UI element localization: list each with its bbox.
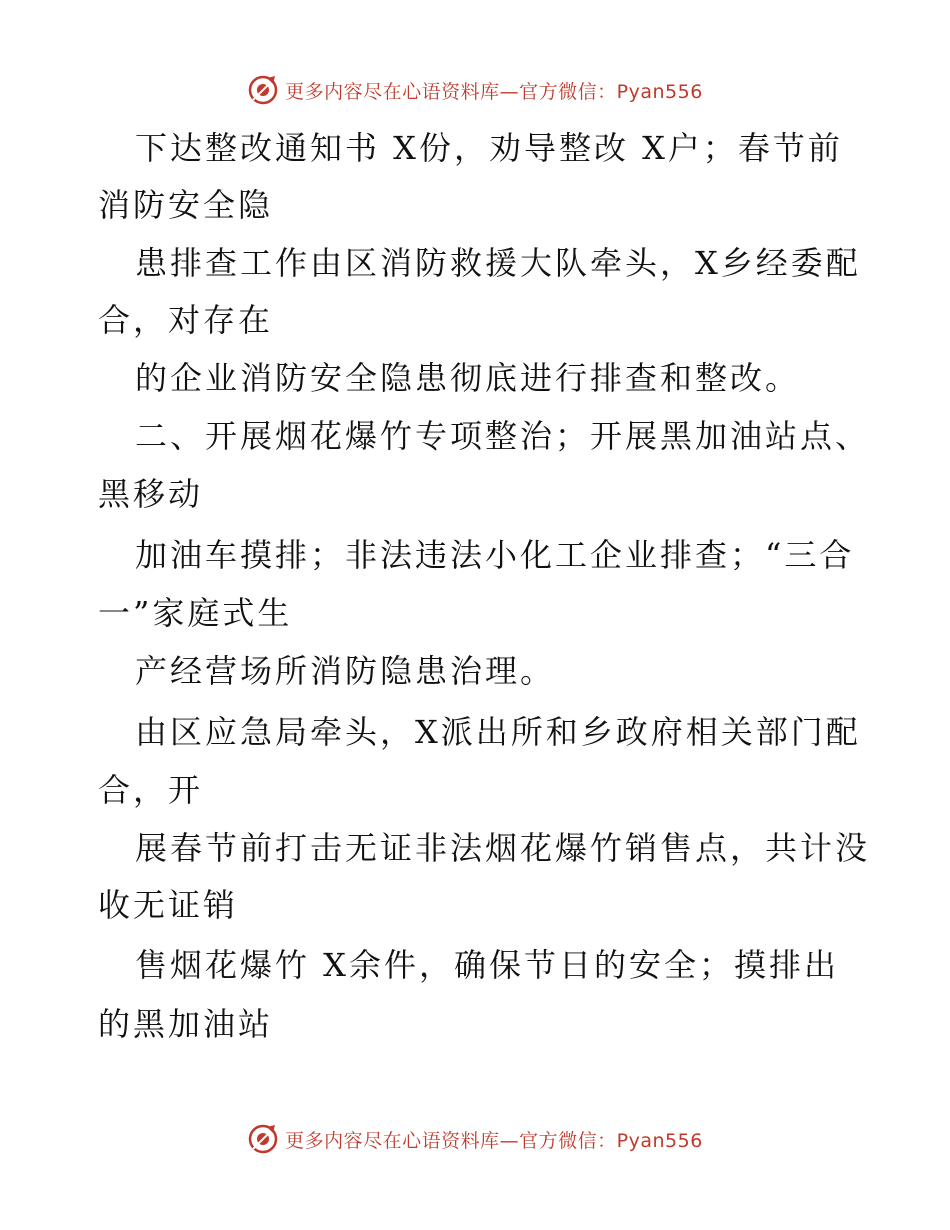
text-line: 展春节前打击无证非法烟花爆竹销售点，共计没 [135, 829, 871, 867]
quill-pen-seal-icon [247, 1123, 279, 1155]
text-line: 加油车摸排；非法违法小化工企业排查；“三合 [135, 536, 855, 574]
header-watermark [0, 70, 950, 110]
text-line: 售烟花爆竹 X余件，确保节日的安全；摸排出 [135, 946, 839, 984]
watermark-text: 更多内容尽在心语资料库—官方微信：Pyan556 [285, 1129, 703, 1152]
text-line: 消防安全隐 [98, 186, 274, 224]
quill-pen-seal-icon [247, 74, 279, 106]
text-line: 下达整改通知书 X份，劝导整改 X户；春节前 [135, 129, 843, 167]
text-line: 黑移动 [98, 475, 204, 513]
text-line: 患排查工作由区消防救援大队牵头，X乡经委配 [135, 244, 861, 282]
text-line: 的黑加油站 [98, 1005, 274, 1043]
text-line: 收无证销 [98, 886, 239, 924]
text-line: 合，开 [98, 771, 204, 809]
text-line: 产经营场所消防隐患治理。 [135, 652, 556, 690]
text-line: 的企业消防安全隐患彻底进行排查和整改。 [135, 359, 801, 397]
text-line: 由区应急局牵头，X派出所和乡政府相关部门配 [135, 713, 861, 751]
text-line: 一”家庭式生 [98, 594, 293, 632]
text-line: 合，对存在 [98, 301, 274, 339]
text-line: 二、开展烟花爆竹专项整治；开展黑加油站点、 [135, 417, 871, 455]
footer-watermark [0, 1119, 950, 1159]
watermark-text: 更多内容尽在心语资料库—官方微信：Pyan556 [285, 80, 703, 103]
